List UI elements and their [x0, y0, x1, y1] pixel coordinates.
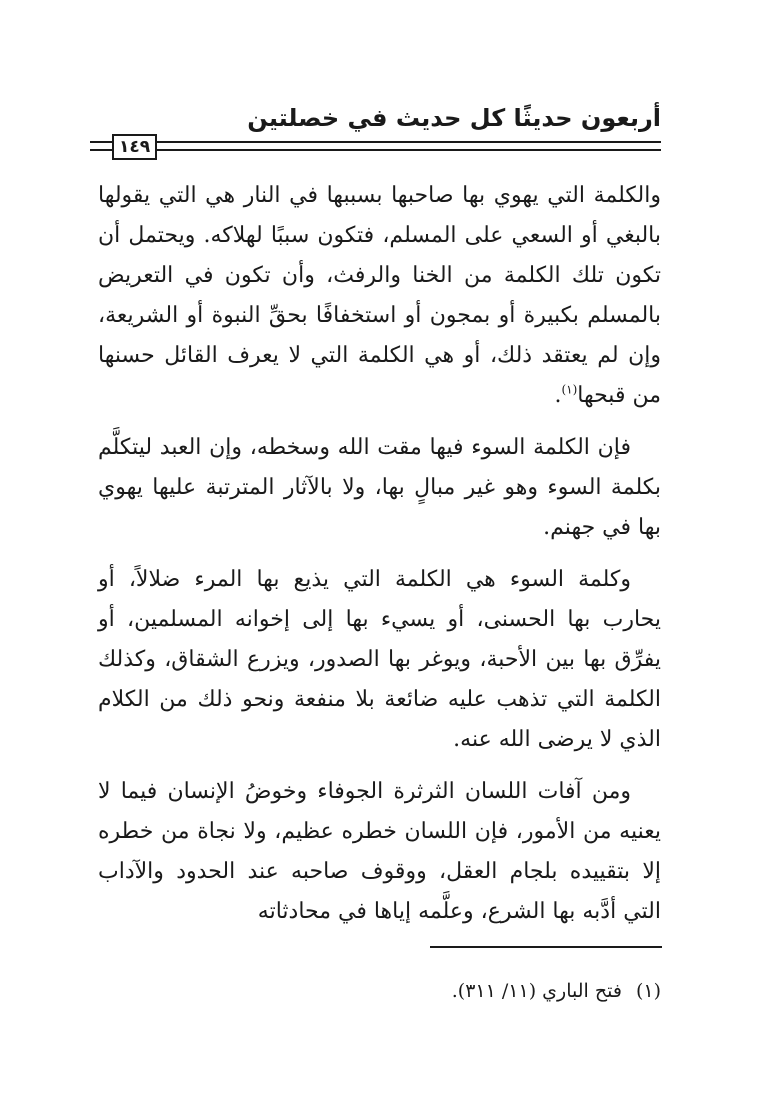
footnote-1: [452, 980, 661, 1002]
paragraph-4: ومن آفات اللسان الثرثرة الجوفاء وخوضُ الإنسان فيما لا يعنيه من الأمور، فإن اللسان خطره عظيم، ولا نجاة من خطره إلا بتقييده بلجام العقل، ووقوف صاحبه عند الحدود والآداب التي أدَّبه بها الشرع، وعلَّمه إياها في محادثاته: [98, 779, 661, 924]
footnote-text: فتح الباري (١١/ ٣١١).: [451, 980, 622, 1002]
header-double-line: [90, 141, 661, 151]
paragraph-end: .: [554, 383, 562, 408]
header-rule: [90, 134, 661, 158]
body-text: [98, 176, 661, 944]
footnote-reference: (١): [561, 382, 578, 397]
paragraph-1: [98, 176, 661, 416]
footnote-separator: [430, 946, 662, 948]
paragraph-2: فإن الكلمة السوء فيها مقت الله وسخطه، وإن العبد ليتكلَّم بكلمة السوء وهو غير مبالٍ بها، ولا بالآثار المترتبة عليها يهوي بها في جهنم.: [98, 435, 661, 540]
running-title: أربعون حديثًا كل حديث في خصلتين: [247, 104, 661, 132]
footnote-number: (١): [635, 980, 661, 1002]
paragraph-text: والكلمة التي يهوي بها صاحبها بسببها في النار هي التي يقولها بالبغي أو السعي على المسلم، فتكون سببًا لهلاكه. ويحتمل أن تكون تلك الكلمة من الخنا والرفث، وأن تكون في التعريض بالمسلم بكبيرة أو بمجون أو استخفافًا بحقِّ النبوة أو الشريعة، وإن لم يعتقد ذلك، أو هي الكلمة التي لا يعرف القائل حسنها من قبحها: [98, 183, 661, 408]
page-number: ١٤٩: [112, 134, 157, 160]
paragraph-3: وكلمة السوء هي الكلمة التي يذيع بها المرء ضلالاً، أو يحارب بها الحسنى، أو يسيء بها إلى إخوانه المسلمين، أو يفرِّق بها بين الأحبة، ويوغر بها الصدور، ويزرع الشقاق، وكذلك الكلمة التي تذهب عليه ضائعة بلا منفعة ونحو ذلك من الكلام الذي لا يرضى الله عنه.: [98, 567, 661, 752]
